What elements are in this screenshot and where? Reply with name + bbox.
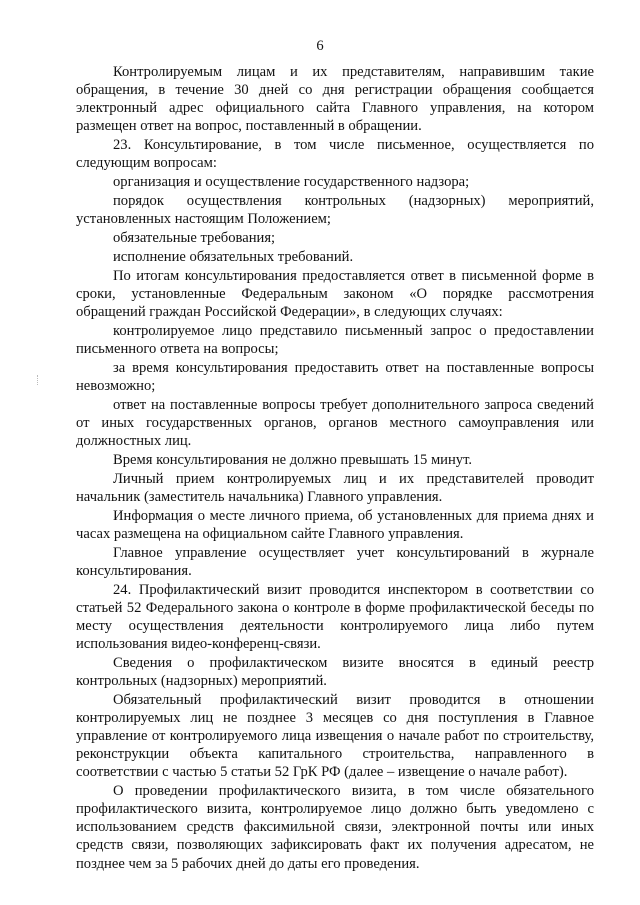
paragraph: Контролируемым лицам и их представителям, направившим такие обращения, в течение 30 дней со дня регистрации обращения сообщается электронный адрес официального сайта Главного управления, на котором размещен ответ на вопрос, поставленный в обращении.: [76, 64, 594, 135]
document-body: [76, 63, 594, 873]
paragraph: Информация о месте личного приема, об установленных для приема днях и часах размещена на официальном сайте Главного управления.: [76, 507, 594, 542]
paragraph: По итогам консультирования предоставляется ответ в письменной форме в сроки, установленные Федеральным законом «О порядке рассмотрения обращений граждан Российской Федерации», в следующих случаях:: [76, 267, 594, 320]
page-number: 6: [316, 38, 324, 54]
paragraph-item-23: 23. Консультирование, в том числе письменное, осуществляется по следующим вопросам:: [76, 137, 594, 172]
paragraph: О проведении профилактического визита, в том числе обязательного профилактического визита, контролируемое лицо должно быть уведомлено с использованием средств факсимильной связи, электронной почты или иных средств связи, позволяющих зафиксировать факт их получения адресатом, не позднее чем за 5 рабочих дней до даты его проведения.: [76, 783, 594, 872]
paragraph: Личный прием контролируемых лиц и их представителей проводит начальник (заместитель начальника) Главного управления.: [76, 470, 594, 505]
list-item: обязательные требования;: [113, 230, 276, 247]
list-item: организация и осуществление государственного надзора;: [113, 174, 470, 191]
list-item: порядок осуществления контрольных (надзорных) мероприятий, установленных настоящим Положением;: [76, 193, 594, 228]
list-item: контролируемое лицо представило письменный запрос о предоставлении письменного ответа на вопросы;: [76, 322, 594, 357]
margin-mark: [37, 375, 39, 385]
paragraph: Время консультирования не должно превышать 15 минут.: [113, 451, 473, 468]
paragraph: Обязательный профилактический визит проводится в отношении контролируемых лиц не позднее 3 месяцев со дня поступления в Главное управление от контролируемого лица извещения о начале работ по строительству, реконструкции объекта капитального строительства, направленного в соответствии с частью 5 статьи 52 ГрК РФ (далее – извещение о начале работ).: [76, 691, 594, 781]
paragraph-item-24: 24. Профилактический визит проводится инспектором в соответствии со статьей 52 Федерального закона о контроле в форме профилактической беседы по месту осуществления деятельности контролируемого лица либо путем использования видео-конференц-связи.: [76, 581, 594, 653]
list-item: ответ на поставленные вопросы требует дополнительного запроса сведений от иных государственных органов, органов местного самоуправления или должностных лиц.: [76, 396, 594, 450]
paragraph: Сведения о профилактическом визите вносятся в единый реестр контрольных (надзорных) мероприятий.: [76, 654, 594, 690]
list-item: за время консультирования предоставить ответ на поставленные вопросы невозможно;: [76, 359, 594, 394]
paragraph: Главное управление осуществляет учет консультирований в журнале консультирования.: [76, 544, 594, 579]
list-item: исполнение обязательных требований.: [113, 248, 354, 265]
